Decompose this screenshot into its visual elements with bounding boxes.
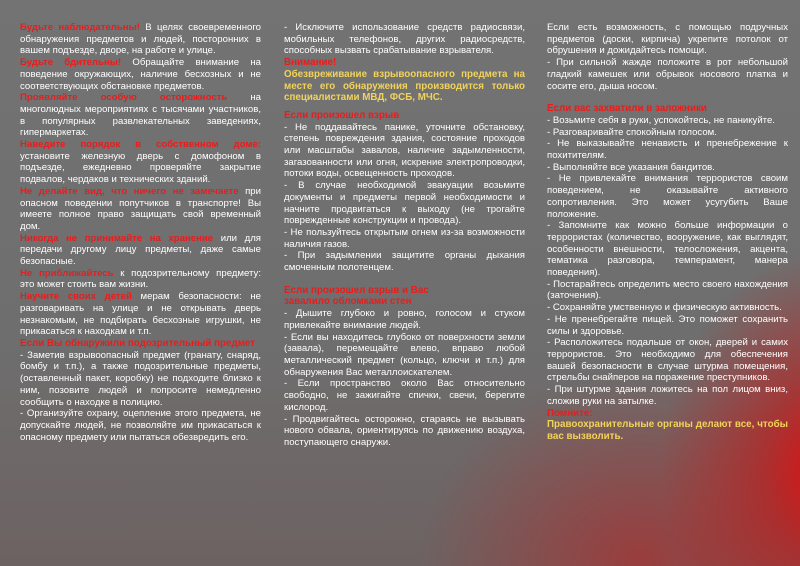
bullet-explosion-1: - Не поддавайтесь панике, уточните обстановку, степень повреждения здания, состояние проходов или масштабы завалов, наличие задымленности, загазованности или огня, искрение электропроводки, потоки воды, освещенность проходов. [284,121,525,180]
bullet-hostage-6: - Запомните как можно больше информации о террористах (количество, вооружение, как выглядят, особенности внешности, телосложения, акцента, тематика разговора, темперамент, манера поведения). [547,220,788,279]
bullet-explosion-3: - Не пользуйтесь открытым огнем из-за возможности наличия газов. [284,226,525,250]
bullet-hostage-8: - Сохраняйте умственную и физическую активность. [547,302,782,314]
bullet-hostage-11: - При штурме здания ложитесь на пол лицом вниз, сложив руки на затылке. [547,384,788,407]
bullet-hostage-10: - Расположитесь подальше от окон, дверей и самих террористов. Это необходимо для обеспечения вашей безопасности в случае штурма помещения, стрельбы снайперов на поражение преступников. [547,337,788,384]
bullet-suspicious-1: - Заметив взрывоопасный предмет (гранату, снаряд, бомбу и т.п.), а также подозрительные предметы, (оставленный пакет, коробку) не подходите близко к ним, позовите людей и попросите немедленно сообщить о находке в полицию. [20,349,261,408]
column-2 [284,22,525,449]
attention-label: Внимание! [284,57,337,69]
bullet-rubble-3: - Если пространство около Вас относительно свободно, не зажигайте спички, свечи, берегите кислород. [284,378,525,413]
heading-explosion: Если произошел взрыв [284,109,400,121]
bullet-suspicious-2: - Организуйте охрану, оцепление этого предмета, не допускайте людей, не позволяйте им прикасаться к опасному предмету или пытаться обезвредить его. [20,408,261,443]
bullet-hostage-9: - Не пренебрегайте пищей. Это поможет сохранить силы и здоровье. [547,313,788,337]
tip-vigilant: Будьте бдительны! Обращайте внимание на поведение окружающих, наличие бесхозных и не соответствующих обстановке предметов. [20,57,261,92]
final-message: Правоохранительные органы делают все, чтобы вас вызволить. [547,419,788,442]
tip-never-accept: Никогда не принимайте на хранение или для передачи другому лицу предметы, даже самые безопасные. [20,232,261,268]
bullet-explosion-4: - При задымлении защитите органы дыхания смоченным полотенцем. [284,250,525,274]
tip-do-not-approach: Не приближайтесь к подозрительному предмету: это может стоить вам жизни. [20,267,261,291]
bullet-thirst: - При сильной жажде положите в рот небольшой гладкий камешек или обрывок носового платка и сосите его, дыша носом. [547,57,788,92]
remember-label: Помните: [547,407,593,419]
heading-rubble-line1: Если произошел взрыв и Вас [284,284,429,296]
bullet-hostage-5: - Не привлекайте внимания террористов своим поведением, не оказывайте активного сопротивления. Это может усугубить Ваше положение. [547,173,788,220]
bullet-hostage-3: - Не выказывайте ненависть и пренебрежение к похитителям. [547,138,788,162]
bullet-hostage-7: - Постарайтесь определить место своего нахождения (заточения). [547,278,788,302]
bullet-hostage-4: - Выполняйте все указания бандитов. [547,161,715,173]
notice-specialists: Обезвреживание взрывоопасного предмета на месте его обнаружения производится только специалистами МВД, ФСБ, МЧС. [284,68,525,104]
bullet-radio: - Исключите использование средств радиосвязи, мобильных телефонов, других радиосредств, способных вызвать срабатывание взрывателя. [284,22,525,57]
bullet-support-ceiling: Если есть возможность, с помощью подручных предметов (доски, кирпича) укрепите потолок от обрушения и дожидайтесь помощи. [547,22,788,57]
tip-caution: Проявляйте особую осторожность на многолюдных мероприятиях с тысячами участников, в популярных развлекательных заведениях, гипермаркетах. [20,92,261,139]
heading-suspicious-object: Если Вы обнаружили подозрительный предмет [20,337,256,349]
bullet-rubble-1: - Дышите глубоко и ровно, голосом и стуком привлекайте внимание людей. [284,308,525,331]
tip-home-order: Наведите порядок в собственном доме: установите железную дверь с домофоном в подъезде, ежедневно проверяйте закрытие подвалов, чердаков и технических зданий. [20,139,261,186]
bullet-hostage-1: - Возьмите себя в руки, успокойтесь, не паникуйте. [547,114,775,126]
bullet-explosion-2: - В случае необходимой эвакуации возьмите документы и предметы первой необходимости и начните продвигаться к выходу (не трогайте поврежденные конструкции и провода). [284,180,525,227]
bullet-hostage-2: - Разговаривайте спокойным голосом. [547,126,717,138]
tip-observant: Будьте наблюдательны! В целях своевременного обнаружения предметов и людей, посторонних в вашем подъезде, дворе, на работе и улице. [20,22,261,57]
tip-teach-children: Научите своих детей мерам безопасности: не разговаривать на улице и не открывать дверь незнакомым, не подбирать бесхозные игрушки, не прикасаться к находкам и т.п. [20,291,261,338]
heading-rubble-line2: завалило обломками стен [284,296,412,308]
column-1 [20,22,261,443]
bullet-rubble-2: - Если вы находитесь глубоко от поверхности земли (завала), перемещайте влево, вправо любой металлический предмет (кольцо, ключи и т.п.) для обнаружения Вас металлоискателем. [284,331,525,378]
column-3 [547,22,788,443]
bullet-rubble-4: - Продвигайтесь осторожно, стараясь не вызывать нового обвала, ориентируясь по движению воздуха, поступающего снаружи. [284,413,525,448]
heading-hostage: Если вас захватили в заложники [547,103,707,115]
tip-notice: Не делайте вид, что ничего не замечаете при опасном поведении попутчиков в транспорте! Вы имеете полное право защищать свой временный дом. [20,185,261,232]
